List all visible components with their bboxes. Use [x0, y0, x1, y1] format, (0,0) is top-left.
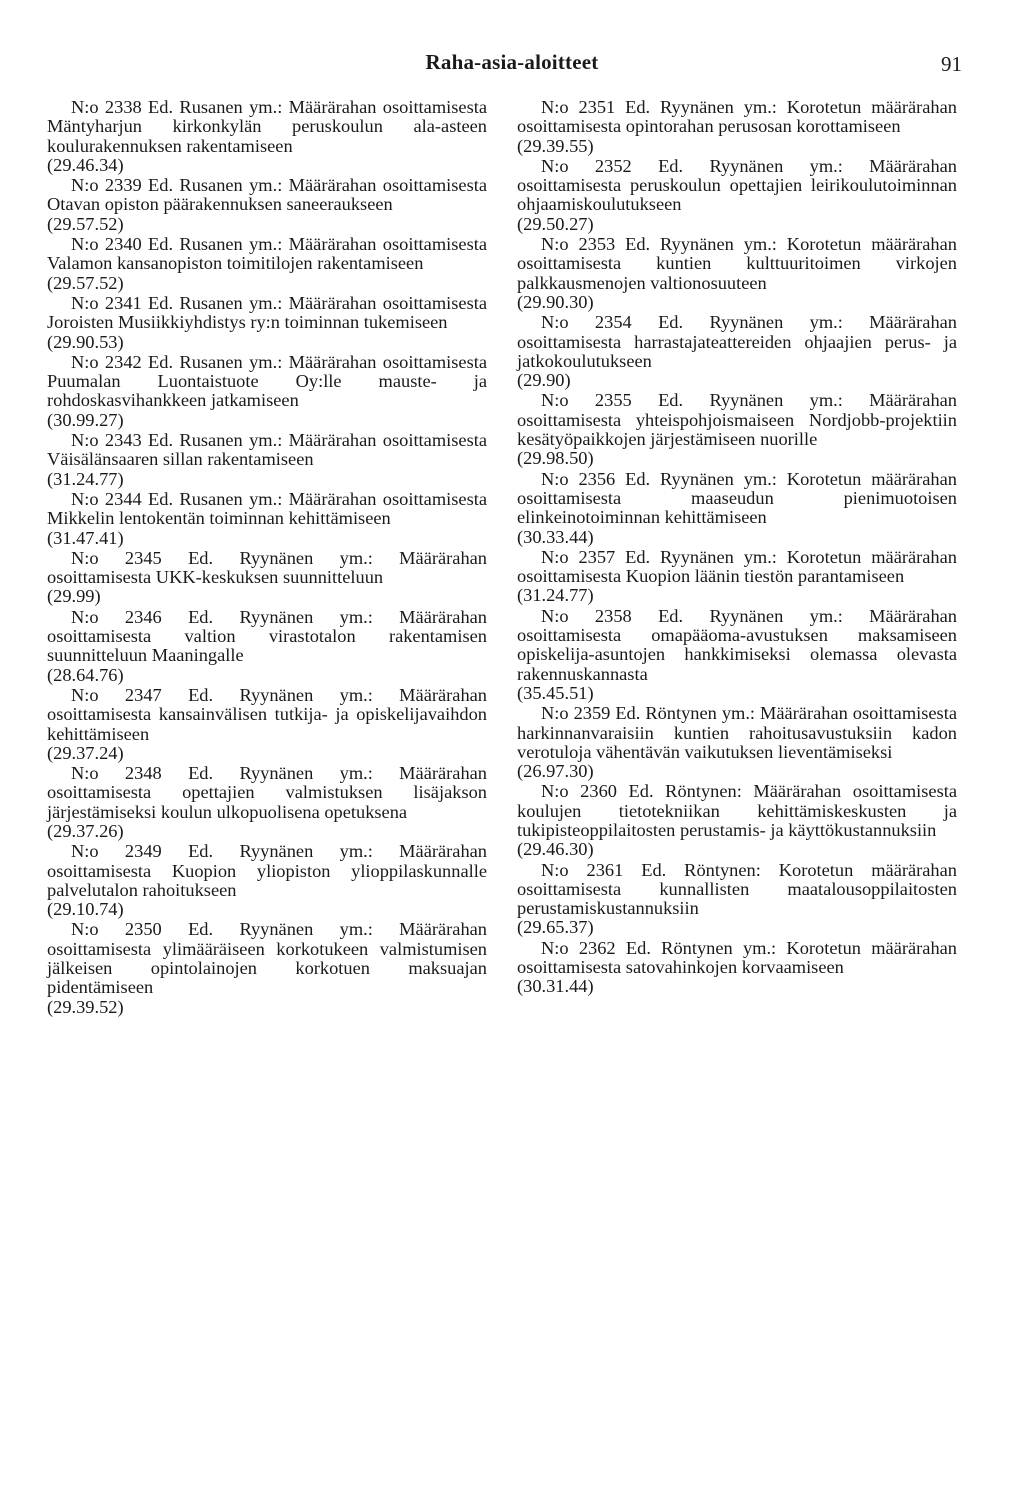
- budget-item-code: (31.24.77): [517, 585, 594, 606]
- budget-item-code: (30.99.27): [47, 409, 124, 430]
- list-item: [47, 490, 487, 548]
- list-item: [47, 764, 487, 841]
- list-item: [47, 176, 487, 234]
- list-item: [517, 157, 957, 234]
- budget-item-code: (29.37.24): [47, 742, 124, 763]
- budget-item-code: (26.97.30): [517, 761, 594, 782]
- initiative-description: N:o 2357 Ed. Ryynänen ym.: Korotetun määrärahan osoittamisesta Kuopion läänin tiestön parantamiseen: [517, 546, 957, 587]
- budget-item-code: (29.90): [517, 370, 571, 391]
- running-title: Raha-asia-aloitteet: [425, 50, 599, 74]
- left-column: [47, 98, 487, 1018]
- initiative-description: N:o 2361 Ed. Röntynen: Korotetun määrärahan osoittamisesta kunnallisten maatalousoppilaitosten perustamiskustannuksiin: [517, 859, 957, 919]
- initiative-description: N:o 2343 Ed. Rusanen ym.: Määrärahan osoittamisesta Väisälänsaaren sillan rakentamiseen: [47, 430, 487, 470]
- initiative-description: N:o 2344 Ed. Rusanen ym.: Määrärahan osoittamisesta Mikkelin lentokentän toiminnan kehittämiseen: [47, 488, 487, 529]
- list-item: [47, 686, 487, 763]
- list-item: [47, 431, 487, 489]
- budget-item-code: (30.31.44): [517, 976, 594, 997]
- initiative-description: N:o 2356 Ed. Ryynänen ym.: Korotetun määrärahan osoittamisesta maaseudun pienimuotoisen elinkeinotoiminnan kehittämiseen: [517, 468, 957, 528]
- budget-item-code: (31.47.41): [47, 527, 124, 548]
- budget-item-code: (29.46.30): [517, 839, 594, 860]
- initiative-description: N:o 2350 Ed. Ryynänen ym.: Määrärahan osoittamisesta ylimääräiseen korkotukeen valmistumisen jälkeisen opintolainojen korkotuen maksuajan pidentämiseen: [47, 919, 487, 998]
- budget-item-code: (29.99): [47, 586, 101, 607]
- list-item: [47, 842, 487, 919]
- initiative-description: N:o 2342 Ed. Rusanen ym.: Määrärahan osoittamisesta Puumalan Luontaistuote Oy:lle mauste- ja rohdoskasvihankkeen jatkamiseen: [47, 351, 487, 411]
- list-item: [517, 548, 957, 606]
- initiative-description: N:o 2347 Ed. Ryynänen ym.: Määrärahan osoittamisesta kansainvälisen tutkija- ja opiskelijavaihdon kehittämiseen: [47, 684, 487, 744]
- initiative-description: N:o 2338 Ed. Rusanen ym.: Määrärahan osoittamisesta Mäntyharjun kirkonkylän peruskoulun ala-asteen koulurakennuksen rakentamiseen: [47, 97, 487, 156]
- right-column: [517, 98, 957, 998]
- list-item: [517, 607, 957, 703]
- initiative-description: N:o 2345 Ed. Ryynänen ym.: Määrärahan osoittamisesta UKK-keskuksen suunnitteluun: [47, 547, 487, 588]
- list-item: [47, 920, 487, 1016]
- page-number: 91: [941, 52, 962, 76]
- budget-item-code: (29.65.37): [517, 917, 594, 938]
- initiative-description: N:o 2352 Ed. Ryynänen ym.: Määrärahan osoittamisesta peruskoulun opettajien leirikoulutoiminnan ohjaamiskoulutukseen: [517, 155, 957, 215]
- initiative-description: N:o 2353 Ed. Ryynänen ym.: Korotetun määrärahan osoittamisesta kuntien kulttuuritoimen virkojen palkkausmenojen valtionosuuteen: [517, 234, 957, 293]
- list-item: [517, 939, 957, 997]
- page-header: [0, 50, 1024, 80]
- budget-item-code: (29.46.34): [47, 154, 124, 175]
- initiative-description: N:o 2341 Ed. Rusanen ym.: Määrärahan osoittamisesta Joroisten Musiikkiyhdistys ry:n toiminnan tukemiseen: [47, 292, 487, 333]
- budget-item-code: (29.10.74): [47, 899, 124, 920]
- initiative-description: N:o 2359 Ed. Röntynen ym.: Määrärahan osoittamisesta harkinnanvaraisiin kuntien rahoitusavustuksiin kadon verotuloja vähentävän vaikutuksen lieventämiseksi: [517, 703, 957, 762]
- initiative-description: N:o 2346 Ed. Ryynänen ym.: Määrärahan osoittamisesta valtion virastotalon rakentamisen suunnitteluun Maaningalle: [47, 606, 487, 666]
- initiative-description: N:o 2339 Ed. Rusanen ym.: Määrärahan osoittamisesta Otavan opiston päärakennuksen saneeraukseen: [47, 175, 487, 215]
- initiative-description: N:o 2360 Ed. Röntynen: Määrärahan osoittamisesta koulujen tietotekniikan kehittämiskeskusten ja tukipisteoppilaitosten perustamis- ja käyttökustannuksiin: [517, 781, 957, 840]
- list-item: [517, 704, 957, 781]
- budget-item-code: (29.90.53): [47, 331, 124, 352]
- initiative-description: N:o 2351 Ed. Ryynänen ym.: Korotetun määrärahan osoittamisesta opintorahan perusosan korottamiseen: [517, 97, 957, 137]
- list-item: [517, 313, 957, 390]
- list-item: [517, 470, 957, 547]
- list-item: [47, 608, 487, 685]
- budget-item-code: (29.39.52): [47, 996, 124, 1017]
- initiative-description: N:o 2340 Ed. Rusanen ym.: Määrärahan osoittamisesta Valamon kansanopiston toimitilojen rakentamiseen: [47, 234, 487, 274]
- budget-item-code: (28.64.76): [47, 664, 124, 685]
- list-item: [47, 235, 487, 293]
- list-item: [517, 235, 957, 312]
- list-item: [517, 391, 957, 468]
- budget-item-code: (29.50.27): [517, 213, 594, 234]
- list-item: [47, 98, 487, 175]
- initiative-description: N:o 2355 Ed. Ryynänen ym.: Määrärahan osoittamisesta yhteispohjoismaiseen Nordjobb-projektiin kesätyöpaikkojen järjestämiseen nuorille: [517, 390, 957, 450]
- initiative-description: N:o 2349 Ed. Ryynänen ym.: Määrärahan osoittamisesta Kuopion yliopiston ylioppilaskunnalle palvelutalon rahoitukseen: [47, 841, 487, 900]
- budget-item-code: (29.57.52): [47, 213, 124, 234]
- initiative-description: N:o 2354 Ed. Ryynänen ym.: Määrärahan osoittamisesta harrastajateattereiden ohjaajien perus- ja jatkokoulutukseen: [517, 312, 957, 371]
- budget-item-code: (29.37.26): [47, 820, 124, 841]
- budget-item-code: (29.98.50): [517, 448, 594, 469]
- initiative-description: N:o 2348 Ed. Ryynänen ym.: Määrärahan osoittamisesta opettajien valmistuksen lisäjakson järjestämiseksi koulun ulkopuolisena opetuksena: [47, 763, 487, 822]
- list-item: [47, 549, 487, 607]
- list-item: [47, 353, 487, 430]
- list-item: [517, 98, 957, 156]
- budget-item-code: (31.24.77): [47, 468, 124, 489]
- initiative-description: N:o 2358 Ed. Ryynänen ym.: Määrärahan osoittamisesta omapääoma-avustuksen maksamiseen opiskelija-asuntojen hankkimiseksi olemassa olevasta rakennuskannasta: [517, 605, 957, 684]
- list-item: [517, 861, 957, 938]
- budget-item-code: (29.39.55): [517, 135, 594, 156]
- list-item: [47, 294, 487, 352]
- budget-item-code: (29.57.52): [47, 272, 124, 293]
- initiative-description: N:o 2362 Ed. Röntynen ym.: Korotetun määrärahan osoittamisesta satovahinkojen korvaamiseen: [517, 937, 957, 978]
- budget-item-code: (29.90.30): [517, 291, 594, 312]
- budget-item-code: (30.33.44): [517, 526, 594, 547]
- list-item: [517, 782, 957, 859]
- budget-item-code: (35.45.51): [517, 682, 594, 703]
